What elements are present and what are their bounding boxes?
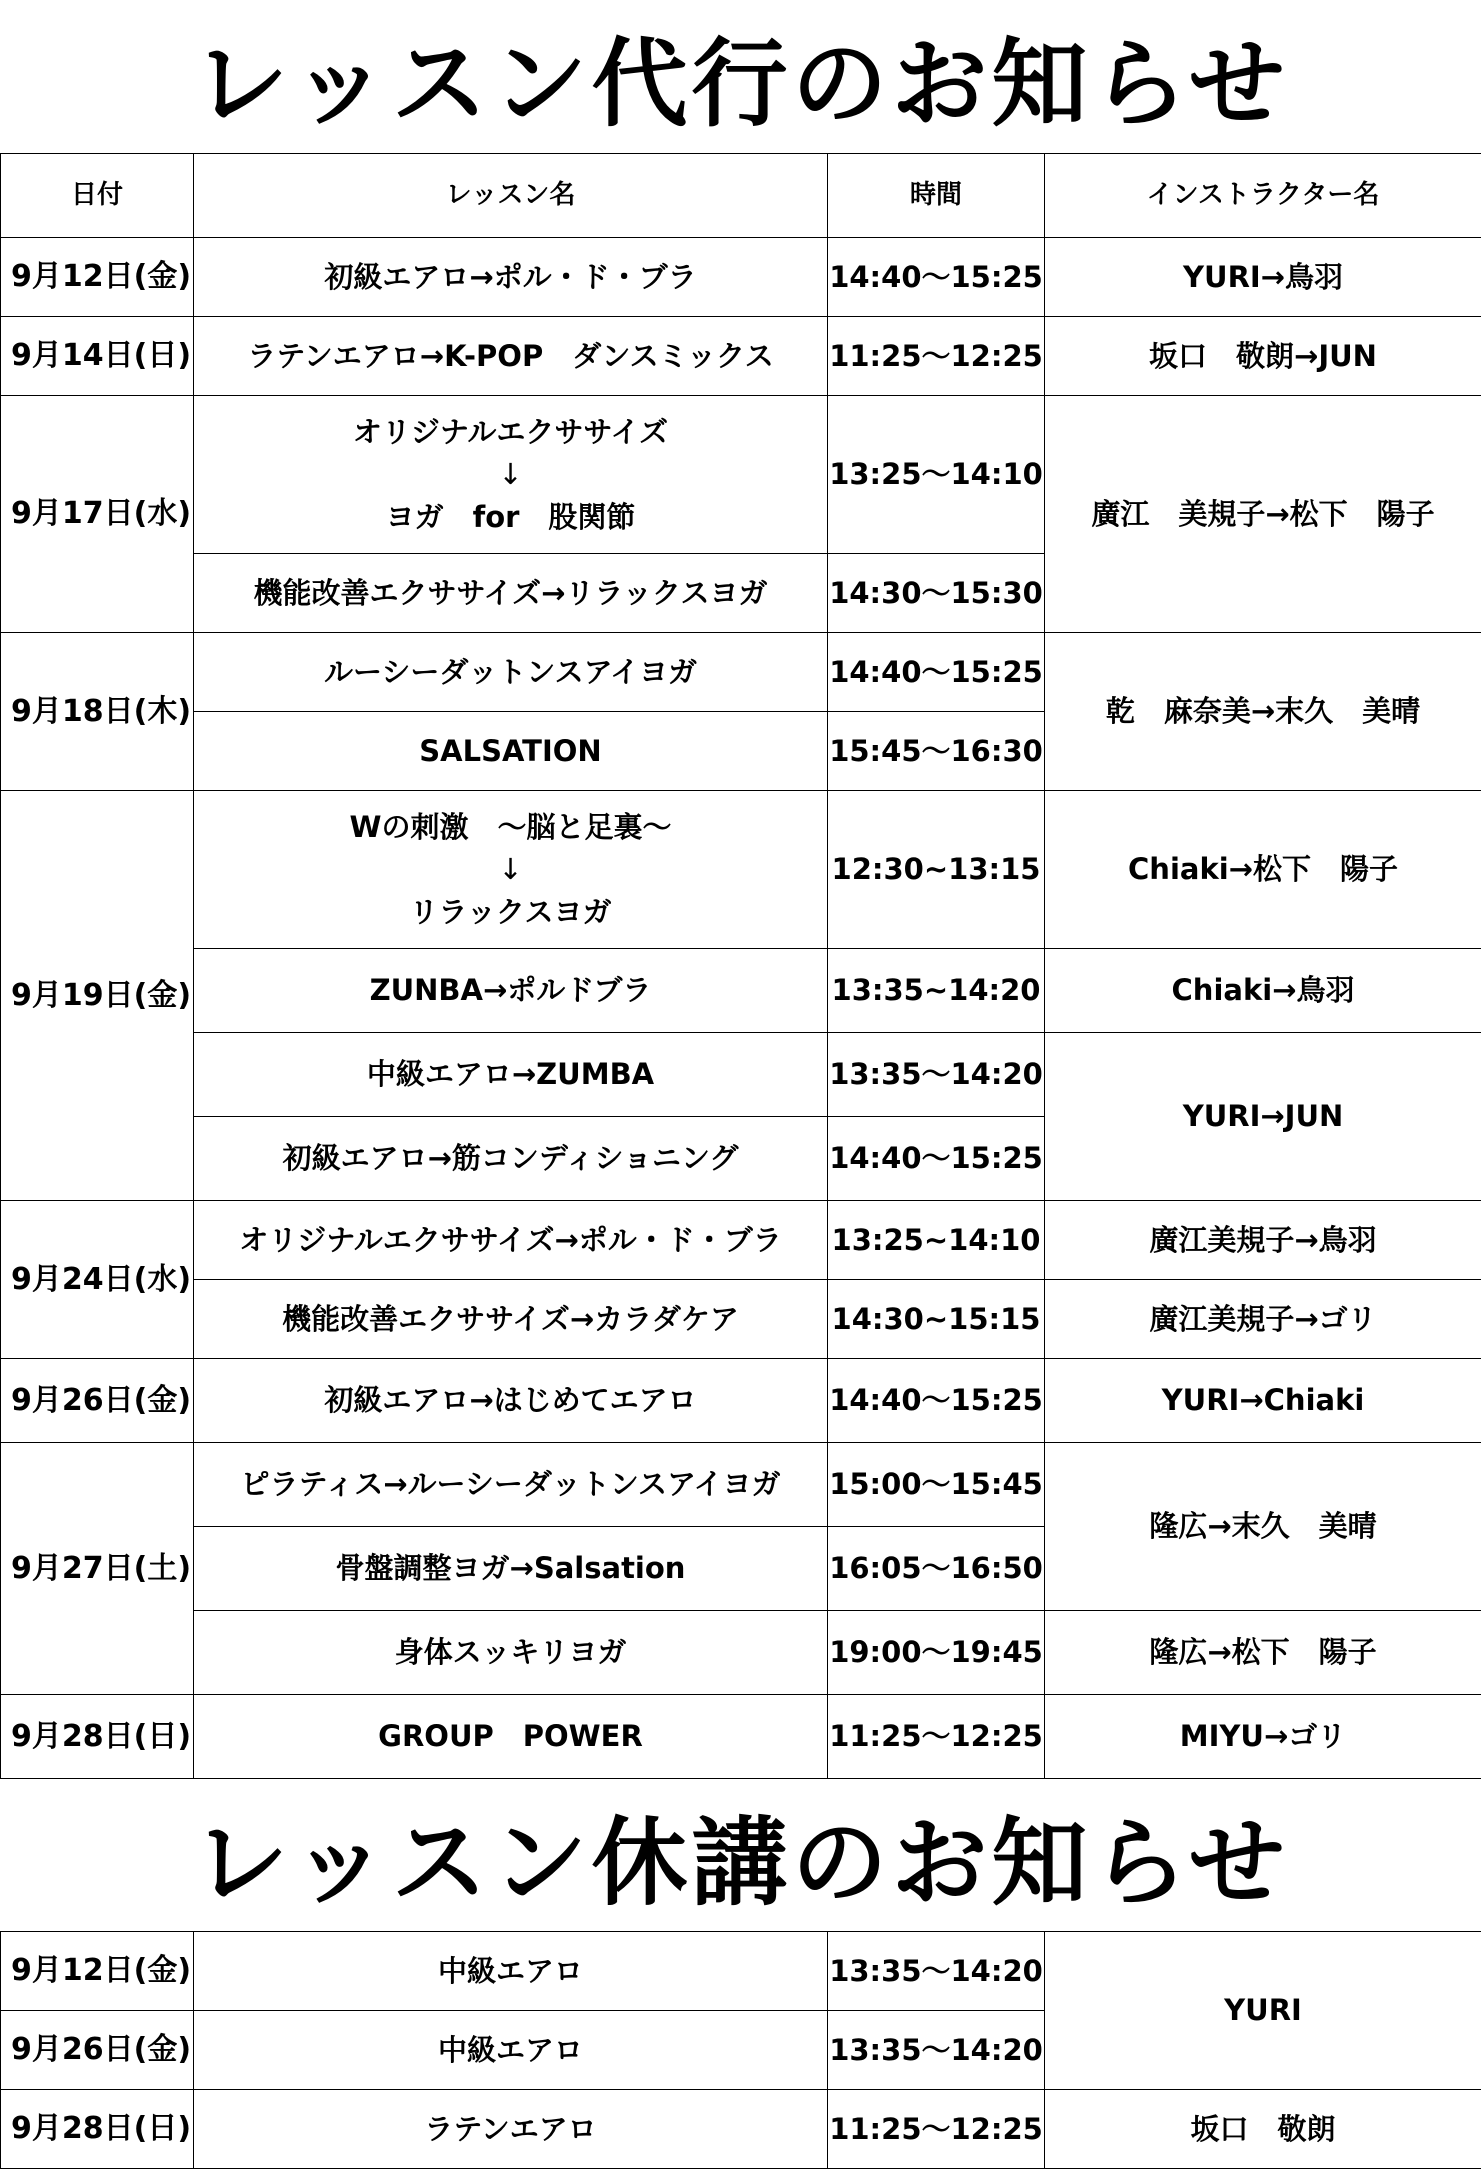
instructor-cell: 坂口 敬朗→JUN [1045, 317, 1481, 396]
time-cell: 14:40〜15:25 [828, 633, 1045, 712]
instructor-cell: Chiaki→鳥羽 [1045, 949, 1481, 1033]
lesson-cell: 中級エアロ [194, 1932, 828, 2011]
instructor-cell: 乾 麻奈美→末久 美晴 [1045, 633, 1481, 791]
date-cell: 9月26日(金) [1, 1359, 194, 1443]
lesson-cell: 初級エアロ→はじめてエアロ [194, 1359, 828, 1443]
date-cell: 9月17日(水) [1, 396, 194, 633]
instructor-cell: YURI [1045, 1932, 1481, 2090]
table-row [1, 2090, 1481, 2169]
table-row [1, 1201, 1481, 1280]
header-lesson: レッスン名 [194, 154, 828, 238]
lesson-line: オリジナルエクササイズ [352, 415, 669, 450]
lesson-cell: SALSATION [194, 712, 828, 791]
lesson-cell: 中級エアロ [194, 2011, 828, 2090]
down-arrow-icon: ↓ [498, 852, 523, 887]
time-cell: 13:25〜14:10 [828, 396, 1045, 554]
time-cell: 14:40〜15:25 [828, 1117, 1045, 1201]
lesson-cell: 初級エアロ→ポル・ド・ブラ [194, 238, 828, 317]
instructor-cell: 廣江美規子→鳥羽 [1045, 1201, 1481, 1280]
instructor-cell: 廣江美規子→ゴリ [1045, 1280, 1481, 1359]
time-cell: 11:25〜12:25 [828, 317, 1045, 396]
lesson-cell: ピラティス→ルーシーダットンスアイヨガ [194, 1443, 828, 1527]
table-row [1, 1443, 1481, 1527]
date-cell: 9月19日(金) [1, 791, 194, 1201]
date-cell: 9月28日(日) [1, 1695, 194, 1779]
date-cell: 9月12日(金) [1, 238, 194, 317]
table-row [1, 238, 1481, 317]
table-row [1, 1033, 1481, 1117]
lesson-cell: ZUNBA→ポルドブラ [194, 949, 828, 1033]
time-cell: 15:45〜16:30 [828, 712, 1045, 791]
table-row [1, 396, 1481, 554]
instructor-cell: 坂口 敬朗 [1045, 2090, 1481, 2169]
lesson-line: リラックスヨガ [409, 894, 612, 929]
instructor-cell: 隆広→末久 美晴 [1045, 1443, 1481, 1611]
table-row [1, 317, 1481, 396]
date-cell: 9月18日(木) [1, 633, 194, 791]
instructor-cell: Chiaki→松下 陽子 [1045, 791, 1481, 949]
lesson-line: Wの刺激 〜脳と足裏〜 [349, 810, 672, 845]
lesson-cell: オリジナルエクササイズ→ポル・ド・ブラ [194, 1201, 828, 1280]
time-cell: 16:05〜16:50 [828, 1527, 1045, 1611]
table-row [1, 791, 1481, 949]
table-row [1, 1695, 1481, 1779]
lesson-cell: 機能改善エクササイズ→リラックスヨガ [194, 554, 828, 633]
lesson-cell [194, 791, 828, 949]
table-header-row [1, 154, 1481, 238]
table-row [1, 1280, 1481, 1359]
substitute-title: レッスン代行のお知らせ [192, 28, 1289, 140]
table-row [1, 1359, 1481, 1443]
date-cell: 9月28日(日) [1, 2090, 194, 2169]
date-cell: 9月24日(水) [1, 1201, 194, 1359]
lesson-cell: 機能改善エクササイズ→カラダケア [194, 1280, 828, 1359]
table-row [1, 633, 1481, 712]
header-instructor: インストラクター名 [1045, 154, 1481, 238]
down-arrow-icon: ↓ [498, 457, 523, 492]
header-date: 日付 [1, 154, 194, 238]
instructor-cell: YURI→Chiaki [1045, 1359, 1481, 1443]
time-cell: 15:00〜15:45 [828, 1443, 1045, 1527]
instructor-cell: 廣江 美規子→松下 陽子 [1045, 396, 1481, 633]
header-time: 時間 [828, 154, 1045, 238]
time-cell: 12:30~13:15 [828, 791, 1045, 949]
date-cell: 9月26日(金) [1, 2011, 194, 2090]
time-cell: 13:35〜14:20 [828, 1932, 1045, 2011]
time-cell: 11:25〜12:25 [828, 2090, 1045, 2169]
time-cell: 14:40〜15:25 [828, 1359, 1045, 1443]
lesson-cell: 骨盤調整ヨガ→Salsation [194, 1527, 828, 1611]
instructor-cell: YURI→JUN [1045, 1033, 1481, 1201]
time-cell: 14:30〜15:30 [828, 554, 1045, 633]
cancel-title: レッスン休講のお知らせ [192, 1806, 1289, 1919]
table-row [1, 1932, 1481, 2011]
time-cell: 13:35〜14:20 [828, 1033, 1045, 1117]
lesson-cell: GROUP POWER [194, 1695, 828, 1779]
date-cell: 9月27日(土) [1, 1443, 194, 1695]
substitute-table [0, 153, 1481, 1779]
lesson-cell: 初級エアロ→筋コンディショニング [194, 1117, 828, 1201]
time-cell: 19:00〜19:45 [828, 1611, 1045, 1695]
time-cell: 14:40〜15:25 [828, 238, 1045, 317]
table-row [1, 949, 1481, 1033]
table-row [1, 1611, 1481, 1695]
time-cell: 13:25~14:10 [828, 1201, 1045, 1280]
date-cell: 9月12日(金) [1, 1932, 194, 2011]
lesson-cell: ラテンエアロ→K-POP ダンスミックス [194, 317, 828, 396]
time-cell: 11:25〜12:25 [828, 1695, 1045, 1779]
time-cell: 13:35~14:20 [828, 949, 1045, 1033]
time-cell: 13:35〜14:20 [828, 2011, 1045, 2090]
cancel-table [0, 1931, 1481, 2169]
instructor-cell: 隆広→松下 陽子 [1045, 1611, 1481, 1695]
lesson-cell [194, 396, 828, 554]
time-cell: 14:30~15:15 [828, 1280, 1045, 1359]
lesson-cell: 身体スッキリヨガ [194, 1611, 828, 1695]
lesson-line: ヨガ for 股関節 [385, 499, 636, 534]
instructor-cell: MIYU→ゴリ [1045, 1695, 1481, 1779]
instructor-cell: YURI→鳥羽 [1045, 238, 1481, 317]
lesson-cell: 中級エアロ→ZUMBA [194, 1033, 828, 1117]
date-cell: 9月14日(日) [1, 317, 194, 396]
lesson-cell: ルーシーダットンスアイヨガ [194, 633, 828, 712]
lesson-cell: ラテンエアロ [194, 2090, 828, 2169]
